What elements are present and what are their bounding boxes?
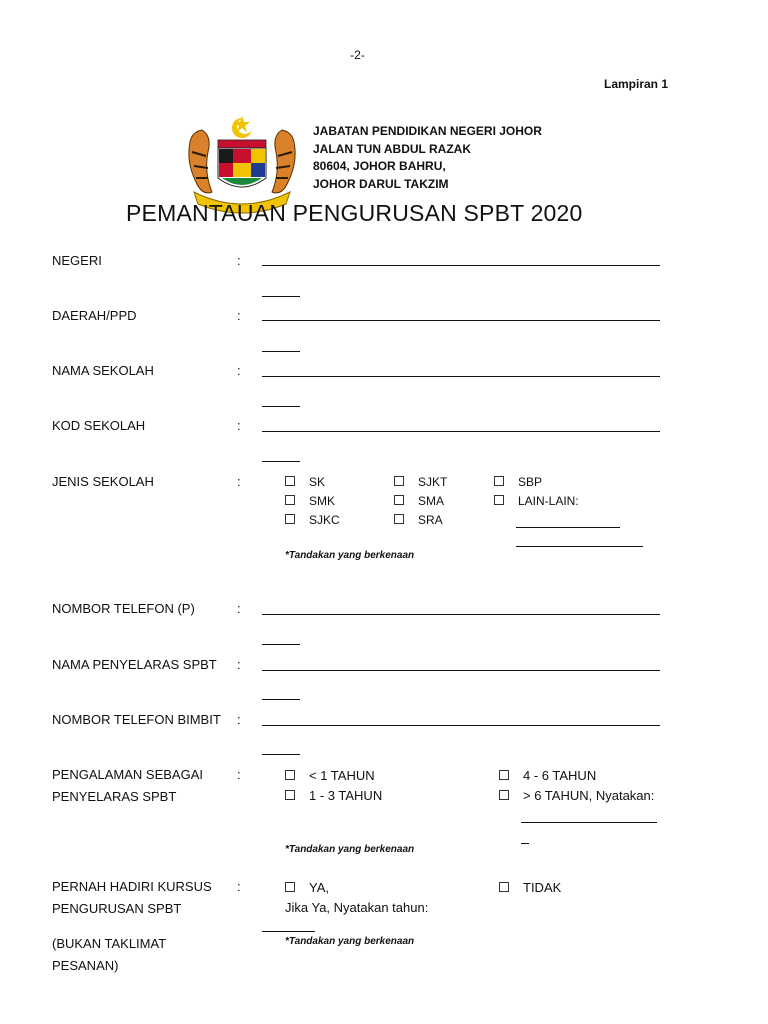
checkbox-1-3-tahun[interactable] [285, 788, 382, 803]
colon: : [237, 253, 241, 268]
nombor-telefon-label: NOMBOR TELEFON (P) [52, 601, 195, 616]
checkbox-sra[interactable] [394, 513, 443, 527]
option-label: 1 - 3 TAHUN [309, 788, 383, 803]
checkbox-icon[interactable] [499, 770, 509, 780]
instruction-note: *Tandakan yang berkenaan [285, 550, 415, 561]
checkbox-icon[interactable] [494, 476, 504, 486]
lain-lain-input-line[interactable] [516, 527, 620, 528]
page-title: PEMANTAUAN PENGURUSAN SPBT 2020 [126, 200, 583, 226]
colon: : [237, 308, 241, 323]
pengalaman-label-line2: PENYELARAS SPBT [52, 789, 177, 804]
colon: : [237, 474, 241, 489]
option-label: YA, [309, 880, 329, 895]
kursus-label-line3: (BUKAN TAKLIMAT [52, 936, 167, 951]
option-label: SJKC [309, 513, 340, 527]
checkbox-icon[interactable] [394, 476, 404, 486]
checkbox-icon[interactable] [285, 476, 295, 486]
nama-penyelaras-label: NAMA PENYELARAS SPBT [52, 657, 217, 672]
checkbox-lain-lain[interactable] [494, 494, 579, 508]
checkbox-tidak[interactable] [499, 880, 561, 895]
jika-ya-label: Jika Ya, Nyatakan tahun: [285, 900, 429, 915]
nombor-telefon-input-line[interactable] [262, 614, 660, 615]
nama-sekolah-input-line[interactable] [262, 376, 660, 377]
daerah-label: DAERAH/PPD [52, 308, 137, 323]
kod-sekolah-input-line[interactable] [262, 431, 660, 432]
kursus-label-line4: PESANAN) [52, 958, 119, 973]
lain-lain-input-line-cont[interactable] [516, 546, 643, 547]
telefon-bimbit-input-line[interactable] [262, 725, 660, 726]
option-label: > 6 TAHUN, Nyatakan: [523, 788, 655, 803]
checkbox-icon[interactable] [285, 514, 295, 524]
colon: : [237, 767, 241, 782]
checkbox-icon[interactable] [494, 495, 504, 505]
checkbox-icon[interactable] [394, 495, 404, 505]
instruction-note: *Tandakan yang berkenaan [285, 844, 415, 855]
checkbox-kurang-1-tahun[interactable] [285, 768, 375, 783]
jenis-sekolah-label: JENIS SEKOLAH [52, 474, 154, 489]
telefon-bimbit-input-line-cont[interactable] [262, 754, 300, 755]
option-label: 4 - 6 TAHUN [523, 768, 597, 783]
negeri-label: NEGERI [52, 253, 102, 268]
page-number: -2- [350, 48, 365, 62]
option-label: TIDAK [523, 880, 562, 895]
checkbox-sjkc[interactable] [285, 513, 340, 527]
kursus-label-line2: PENGURUSAN SPBT [52, 901, 182, 916]
checkbox-icon[interactable] [285, 495, 295, 505]
checkbox-ya[interactable] [285, 880, 329, 895]
option-label: SK [309, 475, 326, 489]
option-label: SJKT [418, 475, 448, 489]
nombor-telefon-input-line-cont[interactable] [262, 644, 300, 645]
checkbox-icon[interactable] [394, 514, 404, 524]
colon: : [237, 601, 241, 616]
daerah-input-line[interactable] [262, 320, 660, 321]
address-line: JABATAN PENDIDIKAN NEGERI JOHOR [313, 124, 542, 138]
nama-penyelaras-input-line[interactable] [262, 670, 660, 671]
checkbox-sk[interactable] [285, 475, 325, 489]
lampiran-label: Lampiran 1 [604, 77, 669, 91]
checkbox-icon[interactable] [499, 790, 509, 800]
option-label: < 1 TAHUN [309, 768, 375, 783]
kursus-label: PERNAH HADIRI KURSUS [52, 879, 212, 894]
option-label: LAIN-LAIN: [518, 494, 579, 508]
option-label: SBP [518, 475, 543, 489]
kod-sekolah-input-line-cont[interactable] [262, 461, 300, 462]
checkbox-icon[interactable] [499, 882, 509, 892]
checkbox-lebih-6-tahun[interactable] [499, 788, 654, 803]
address-line: 80604, JOHOR BAHRU, [313, 159, 446, 173]
negeri-input-line-cont[interactable] [262, 296, 300, 297]
option-label: SMA [418, 494, 445, 508]
nyatakan-input-line-cont[interactable] [521, 843, 529, 844]
daerah-input-line-cont[interactable] [262, 351, 300, 352]
nama-sekolah-label: NAMA SEKOLAH [52, 363, 154, 378]
colon: : [237, 418, 241, 433]
option-label: SMK [309, 494, 336, 508]
colon: : [237, 712, 241, 727]
checkbox-icon[interactable] [285, 882, 295, 892]
checkbox-icon[interactable] [285, 770, 295, 780]
checkbox-sma[interactable] [394, 494, 444, 508]
address-block [313, 123, 542, 193]
instruction-note: *Tandakan yang berkenaan [285, 936, 415, 947]
tahun-input-line[interactable] [262, 931, 315, 932]
nama-sekolah-input-line-cont[interactable] [262, 406, 300, 407]
checkbox-4-6-tahun[interactable] [499, 768, 596, 783]
checkbox-smk[interactable] [285, 494, 335, 508]
checkbox-sbp[interactable] [494, 475, 542, 489]
pengalaman-label: PENGALAMAN SEBAGAI [52, 767, 203, 782]
address-line: JOHOR DARUL TAKZIM [313, 176, 449, 191]
checkbox-sjkt[interactable] [394, 475, 447, 489]
colon: : [237, 879, 241, 894]
negeri-input-line[interactable] [262, 265, 660, 266]
colon: : [237, 657, 241, 672]
colon: : [237, 363, 241, 378]
nama-penyelaras-input-line-cont[interactable] [262, 699, 300, 700]
address-line: JALAN TUN ABDUL RAZAK [313, 141, 471, 156]
nyatakan-input-line[interactable] [521, 822, 657, 823]
checkbox-icon[interactable] [285, 790, 295, 800]
kod-sekolah-label: KOD SEKOLAH [52, 418, 146, 433]
option-label: SRA [418, 513, 443, 527]
telefon-bimbit-label: NOMBOR TELEFON BIMBIT [52, 712, 221, 727]
